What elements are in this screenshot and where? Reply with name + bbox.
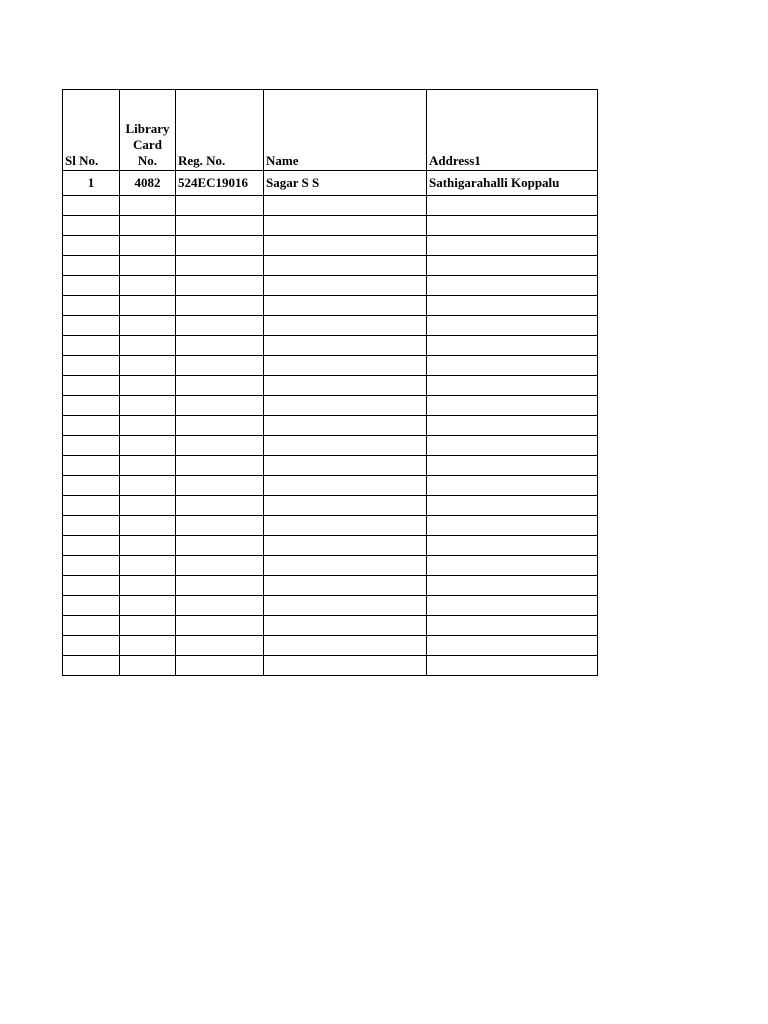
empty-table-row [63,336,598,356]
cell-library-card-no-empty [120,276,176,296]
cell-library-card-no-empty [120,376,176,396]
cell-reg-no-empty [176,296,264,316]
cell-library-card-no-empty [120,356,176,376]
cell-library-card-no-empty [120,216,176,236]
cell-address1-empty [427,276,598,296]
cell-name-empty [264,636,427,656]
empty-table-row [63,476,598,496]
cell-address1-empty [427,536,598,556]
cell-reg-no-empty [176,356,264,376]
cell-sl-no-empty [63,336,120,356]
cell-address1-empty [427,196,598,216]
cell-address1-empty [427,336,598,356]
empty-table-row [63,496,598,516]
empty-table-row [63,516,598,536]
cell-sl-no-empty [63,576,120,596]
cell-address1-empty [427,236,598,256]
cell-sl-no-empty [63,476,120,496]
cell-address1-empty [427,316,598,336]
cell-reg-no-empty [176,616,264,636]
cell-address1-empty [427,636,598,656]
cell-name-empty [264,436,427,456]
cell-address1-empty [427,436,598,456]
cell-sl-no-empty [63,296,120,316]
cell-name-empty [264,356,427,376]
cell-address1-empty [427,376,598,396]
cell-reg-no-empty [176,576,264,596]
cell-name-empty [264,516,427,536]
cell-sl-no-empty [63,316,120,336]
cell-library-card-no-empty [120,396,176,416]
cell-address1-empty [427,396,598,416]
cell-name-empty [264,216,427,236]
cell-sl-no-empty [63,256,120,276]
cell-library-card-no-empty [120,296,176,316]
cell-address1-empty [427,596,598,616]
cell-name-empty [264,336,427,356]
cell-library-card-no-empty [120,576,176,596]
cell-reg-no-empty [176,236,264,256]
cell-reg-no-empty [176,596,264,616]
cell-library-card-no-empty [120,536,176,556]
cell-sl-no-empty [63,616,120,636]
empty-table-row [63,436,598,456]
cell-name-empty [264,416,427,436]
cell-reg-no-empty [176,276,264,296]
cell-name-empty [264,376,427,396]
cell-reg-no: 524EC19016 [176,171,264,196]
cell-sl-no-empty [63,276,120,296]
cell-reg-no-empty [176,256,264,276]
cell-sl-no-empty [63,216,120,236]
cell-address1-empty [427,216,598,236]
cell-sl-no: 1 [63,171,120,196]
cell-library-card-no-empty [120,656,176,676]
cell-sl-no-empty [63,596,120,616]
cell-sl-no-empty [63,416,120,436]
cell-reg-no-empty [176,496,264,516]
cell-address1-empty [427,516,598,536]
empty-table-row [63,596,598,616]
cell-name-empty [264,496,427,516]
cell-library-card-no-empty [120,516,176,536]
cell-library-card-no-empty [120,196,176,216]
cell-sl-no-empty [63,496,120,516]
empty-table-row [63,316,598,336]
empty-table-row [63,236,598,256]
cell-sl-no-empty [63,536,120,556]
cell-reg-no-empty [176,196,264,216]
cell-name-empty [264,256,427,276]
header-row [63,90,598,171]
cell-name-empty [264,456,427,476]
empty-table-row [63,196,598,216]
cell-name-empty [264,396,427,416]
cell-reg-no-empty [176,316,264,336]
header-address1: Address1 [427,90,598,171]
cell-reg-no-empty [176,416,264,436]
cell-reg-no-empty [176,396,264,416]
cell-sl-no-empty [63,456,120,476]
cell-address1-empty [427,296,598,316]
cell-library-card-no-empty [120,616,176,636]
cell-address1-empty [427,356,598,376]
empty-table-row [63,656,598,676]
cell-address1-empty [427,556,598,576]
cell-address1-empty [427,456,598,476]
cell-address1-empty [427,496,598,516]
cell-address1-empty [427,256,598,276]
empty-table-row [63,356,598,376]
empty-table-row [63,396,598,416]
cell-reg-no-empty [176,636,264,656]
empty-table-row [63,636,598,656]
cell-library-card-no-empty [120,236,176,256]
cell-library-card-no-empty [120,256,176,276]
cell-name-empty [264,196,427,216]
header-library-card-no [120,90,176,171]
cell-name-empty [264,576,427,596]
header-library-card-line1: Library [125,121,170,136]
cell-sl-no-empty [63,556,120,576]
empty-table-row [63,576,598,596]
empty-table-row [63,296,598,316]
cell-address1-empty [427,416,598,436]
cell-reg-no-empty [176,376,264,396]
cell-sl-no-empty [63,636,120,656]
empty-table-row [63,276,598,296]
cell-sl-no-empty [63,196,120,216]
cell-library-card-no-empty [120,496,176,516]
cell-address1-empty [427,656,598,676]
cell-sl-no-empty [63,516,120,536]
cell-library-card-no-empty [120,436,176,456]
cell-sl-no-empty [63,376,120,396]
cell-library-card-no-empty [120,416,176,436]
empty-table-row [63,216,598,236]
cell-name-empty [264,656,427,676]
table-row [63,171,598,196]
header-name: Name [264,90,427,171]
empty-table-row [63,256,598,276]
cell-name-empty [264,616,427,636]
cell-name-empty [264,476,427,496]
empty-table-row [63,616,598,636]
cell-name-empty [264,236,427,256]
cell-reg-no-empty [176,456,264,476]
cell-library-card-no-empty [120,456,176,476]
cell-name-empty [264,556,427,576]
cell-address1-empty [427,576,598,596]
cell-library-card-no-empty [120,596,176,616]
cell-reg-no-empty [176,476,264,496]
cell-address1-empty [427,616,598,636]
cell-reg-no-empty [176,216,264,236]
header-sl-no: Sl No. [63,90,120,171]
cell-name-empty [264,536,427,556]
cell-library-card-no-empty [120,316,176,336]
cell-library-card-no-empty [120,636,176,656]
header-reg-no: Reg. No. [176,90,264,171]
empty-table-row [63,556,598,576]
cell-reg-no-empty [176,516,264,536]
cell-reg-no-empty [176,336,264,356]
cell-sl-no-empty [63,396,120,416]
cell-name-empty [264,296,427,316]
cell-library-card-no-empty [120,556,176,576]
empty-table-row [63,376,598,396]
cell-library-card-no: 4082 [120,171,176,196]
cell-address1-empty [427,476,598,496]
cell-library-card-no-empty [120,336,176,356]
cell-name-empty [264,316,427,336]
cell-reg-no-empty [176,436,264,456]
cell-sl-no-empty [63,356,120,376]
header-library-card-line3: No. [137,153,158,168]
cell-name: Sagar S S [264,171,427,196]
cell-reg-no-empty [176,536,264,556]
cell-sl-no-empty [63,236,120,256]
cell-address1: Sathigarahalli Koppalu [427,171,598,196]
empty-table-row [63,456,598,476]
cell-reg-no-empty [176,656,264,676]
cell-reg-no-empty [176,556,264,576]
cell-sl-no-empty [63,656,120,676]
empty-table-row [63,536,598,556]
empty-table-row [63,416,598,436]
cell-library-card-no-empty [120,476,176,496]
cell-sl-no-empty [63,436,120,456]
cell-name-empty [264,276,427,296]
library-register-table [62,89,598,676]
header-library-card-line2: Card [133,137,162,152]
cell-name-empty [264,596,427,616]
